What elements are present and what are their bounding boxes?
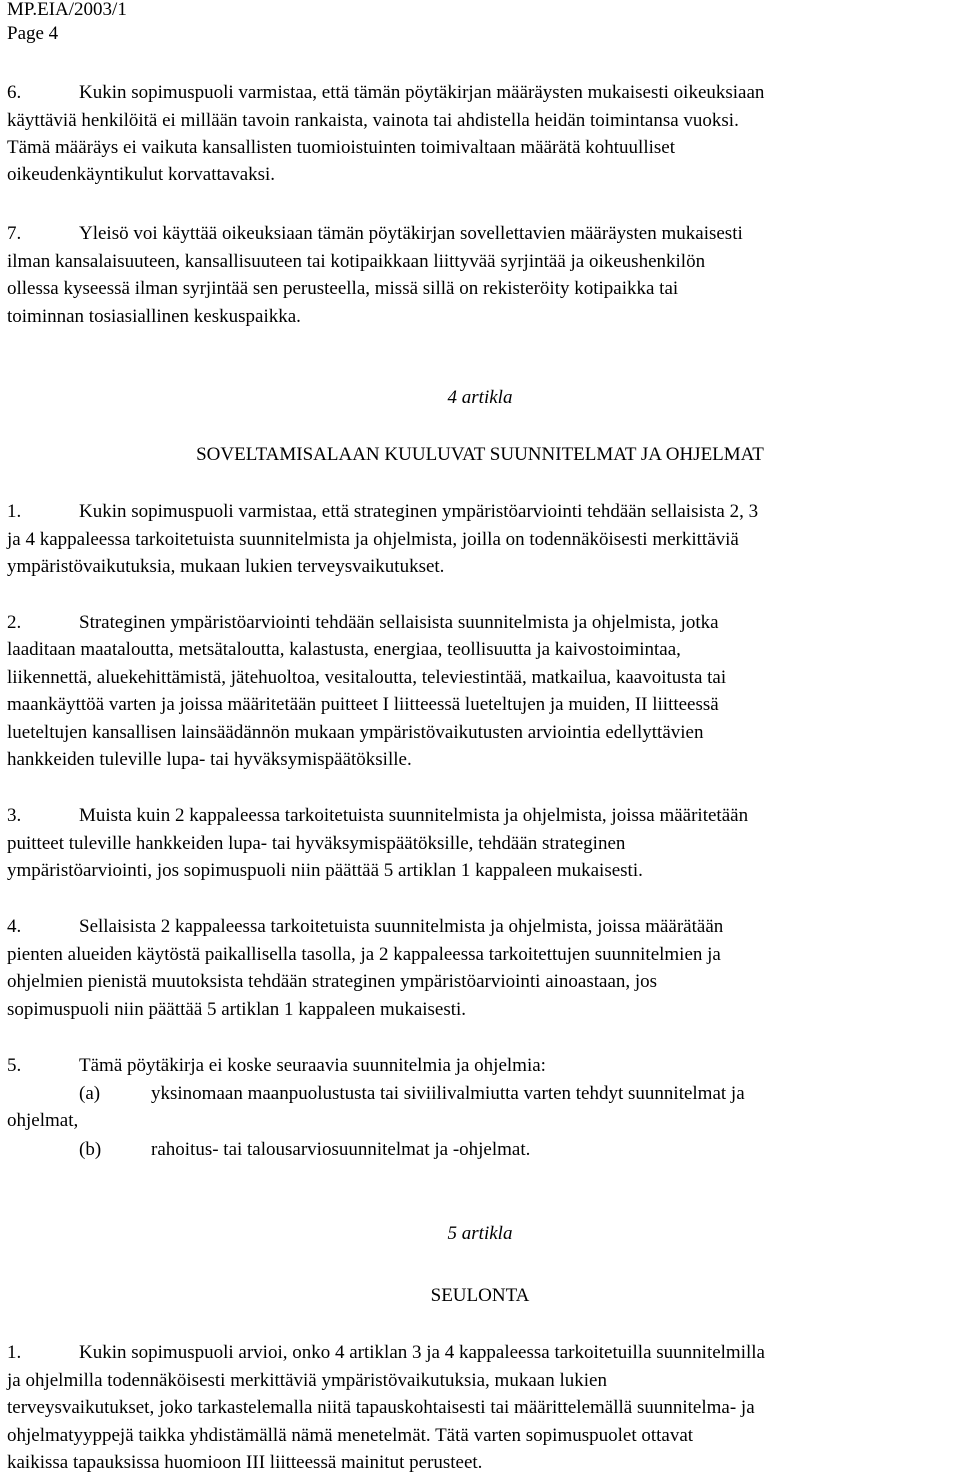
paragraph-6-line-3: Tämä määräys ei vaikuta kansallisten tuomioistuinten toimivaltaan määrätä kohtuulliset xyxy=(7,137,675,158)
art5-paragraph-1-line-2: ja ohjelmilla todennäköisesti merkittäviä ympäristövaikutuksia, mukaan lukien xyxy=(7,1370,607,1391)
art5-paragraph-1-line-5: kaikissa tapauksissa huomioon III liitteessä mainitut perusteet. xyxy=(7,1452,483,1473)
article-4-heading: 4 artikla xyxy=(447,387,513,408)
list-item-a-text: yksinomaan maanpuolustusta tai siviilivalmiutta varten tehdyt suunnitelmat ja xyxy=(151,1083,745,1104)
page-number: Page 4 xyxy=(7,23,59,44)
paragraph-7-line-1: 7. Yleisö voi käyttää oikeuksiaan tämän pöytäkirjan sovellettavien määräysten mukaisesti xyxy=(7,223,743,244)
paragraph-number: 1. xyxy=(7,501,22,522)
art4-paragraph-2-line-5: lueteltujen kansallisen lainsäädännön mukaan ympäristövaikutusten arviointia edellyttävien xyxy=(7,722,704,743)
art4-paragraph-2-line-1: 2. Strateginen ympäristöarviointi tehdään sellaisista suunnitelmista ja ohjelmista, jotka xyxy=(7,612,719,633)
art4-paragraph-4-line-4: sopimuspuoli niin päättää 5 artiklan 1 kappaleen mukaisesti. xyxy=(7,999,467,1020)
art4-paragraph-5-intro: 5. Tämä pöytäkirja ei koske seuraavia suunnitelmia ja ohjelmia: xyxy=(7,1055,546,1076)
art4-paragraph-2-line-3: liikennettä, aluekehittämistä, jätehuoltoa, vesitaloutta, televiestintää, matkailua, kaavoitusta tai xyxy=(7,667,727,688)
paragraph-number: 1. xyxy=(7,1342,22,1363)
art5-paragraph-1-line-1: 1. Kukin sopimuspuoli arvioi, onko 4 artiklan 3 ja 4 kappaleessa tarkoitetuilla suunnitelmilla xyxy=(7,1342,765,1363)
paragraph-7-line-3: ollessa kyseessä ilman syrjintää sen perusteella, missä sillä on rekisteröity kotipaikka tai xyxy=(7,278,679,299)
art4-paragraph-4-line-2: pienten alueiden käytöstä paikallisella tasolla, ja 2 kappaleessa tarkoitettujen suunnitelmien ja xyxy=(7,944,721,965)
list-item-a-continuation: ohjelmat, xyxy=(7,1110,79,1131)
article-5-title: SEULONTA xyxy=(430,1285,530,1306)
art4-paragraph-3-line-2: puitteet tuleville hankkeiden lupa- tai hyväksymispäätöksille, tehdään strateginen xyxy=(7,833,626,854)
art4-paragraph-1-line-2: ja 4 kappaleessa tarkoitetuista suunnitelmista ja ohjelmista, joilla on todennäköisesti merkittäviä xyxy=(7,529,739,550)
art4-paragraph-4-line-3: ohjelmien pienistä muutoksista tehdään strateginen ympäristöarviointi ainoastaan, jos xyxy=(7,971,658,992)
paragraph-number: 2. xyxy=(7,612,22,633)
list-item-b-text: rahoitus- tai talousarviosuunnitelmat ja -ohjelmat. xyxy=(151,1139,531,1160)
list-item-a-label: (a) xyxy=(79,1083,101,1104)
paragraph-number: 7. xyxy=(7,223,22,244)
art5-paragraph-1-line-3: terveysvaikutukset, joko tarkastelemalla niitä tapauskohtaisesti tai määrittelemällä suunnitelma- ja xyxy=(7,1397,755,1418)
paragraph-number: 3. xyxy=(7,805,22,826)
paragraph-number: 4. xyxy=(7,916,22,937)
art4-paragraph-1-line-3: ympäristövaikutuksia, mukaan lukien terveysvaikutukset. xyxy=(7,556,445,577)
art4-paragraph-2-line-4: maankäyttöä varten ja joissa määritetään puitteet I liitteessä lueteltujen ja muiden, II liitteessä xyxy=(7,694,719,715)
list-item-b-label: (b) xyxy=(79,1139,102,1160)
article-4-title: SOVELTAMISALAAN KUULUVAT SUUNNITELMAT JA OHJELMAT xyxy=(196,444,764,465)
art4-paragraph-3-line-1: 3. Muista kuin 2 kappaleessa tarkoitetuista suunnitelmista ja ohjelmista, joissa määritetään xyxy=(7,805,749,826)
paragraph-number: 5. xyxy=(7,1055,22,1076)
paragraph-7-line-4: toiminnan tosiasiallinen keskuspaikka. xyxy=(7,306,301,327)
art4-paragraph-2-line-6: hankkeiden tuleville lupa- tai hyväksymispäätöksille. xyxy=(7,749,412,770)
paragraph-7-line-2: ilman kansalaisuuteen, kansallisuuteen tai kotipaikkaan liittyvää syrjintää ja oikeushenkilön xyxy=(7,251,706,272)
paragraph-6-line-1: 6. Kukin sopimuspuoli varmistaa, että tämän pöytäkirjan määräysten mukaisesti oikeuksiaan xyxy=(7,82,765,103)
art4-paragraph-1-line-1: 1. Kukin sopimuspuoli varmistaa, että strateginen ympäristöarviointi tehdään sellaisista 2, 3 xyxy=(7,501,759,522)
art5-paragraph-1-line-4: ohjelmatyyppejä taikka yhdistämällä nämä menetelmät. Tätä varten sopimuspuolet ottavat xyxy=(7,1425,694,1446)
article-5-heading: 5 artikla xyxy=(447,1223,513,1244)
document-reference: MP.EIA/2003/1 xyxy=(7,0,127,20)
art4-paragraph-3-line-3: ympäristöarviointi, jos sopimuspuoli niin päättää 5 artiklan 1 kappaleen mukaisesti. xyxy=(7,860,643,881)
art4-paragraph-2-line-2: laaditaan maataloutta, metsätaloutta, kalastusta, energiaa, teollisuutta ja kaivostoimintaa, xyxy=(7,639,681,660)
paragraph-number: 6. xyxy=(7,82,22,103)
paragraph-6-line-2: käyttäviä henkilöitä ei millään tavoin rankaista, vainota tai ahdistella heidän toimintansa vuoksi. xyxy=(7,110,739,131)
paragraph-6-line-4: oikeudenkäyntikulut korvattavaksi. xyxy=(7,164,276,185)
art4-paragraph-4-line-1: 4. Sellaisista 2 kappaleessa tarkoitetuista suunnitelmista ja ohjelmista, joissa määrätään xyxy=(7,916,724,937)
